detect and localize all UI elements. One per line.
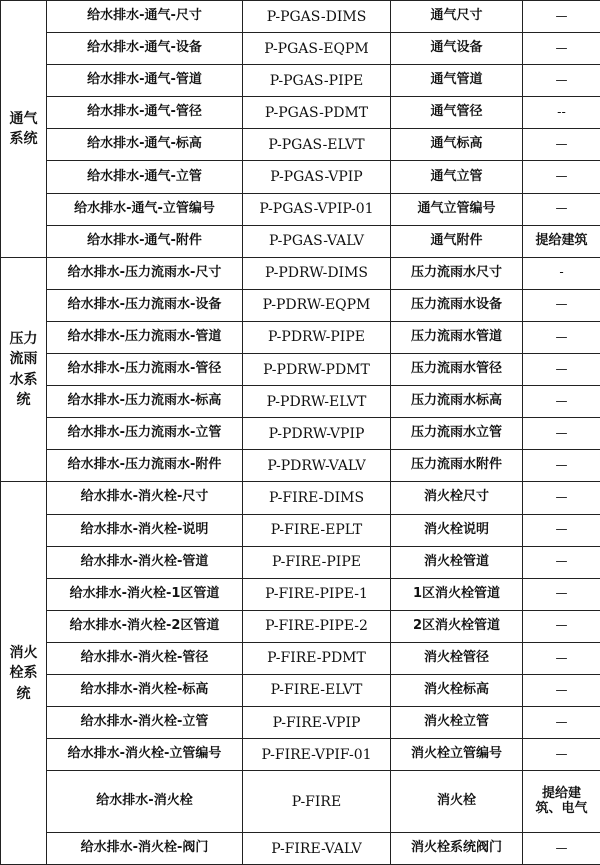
note-cell: — [523, 546, 600, 578]
layer-desc-cell: 压力流雨水标高 [391, 386, 523, 418]
note-cell: — [523, 739, 600, 771]
table-row [1, 771, 600, 833]
note-cell: — [523, 450, 600, 482]
layer-code-cell: P-FIRE-DIMS [243, 482, 391, 514]
layer-name-cell: 给水排水-压力流雨水-立管 [47, 418, 243, 450]
layer-code-cell: P-PGAS-PIPE [243, 65, 391, 97]
table-row [1, 161, 600, 193]
layer-desc-cell: 压力流雨水设备 [391, 289, 523, 321]
layer-code-cell: P-PGAS-VPIP-01 [243, 193, 391, 225]
group-name-line: 统 [9, 684, 38, 704]
table-row [1, 418, 600, 450]
table-row [1, 514, 600, 546]
layer-code-cell: P-PDRW-DIMS [243, 257, 391, 289]
note-cell: - [523, 257, 600, 289]
layer-code-cell: P-PGAS-PDMT [243, 97, 391, 129]
layer-code-cell: P-PDRW-ELVT [243, 386, 391, 418]
group-name-line: 通气 [9, 109, 38, 129]
layer-name-cell: 给水排水-通气-管道 [47, 65, 243, 97]
note-cell [523, 771, 600, 833]
group-name-line: 流雨 [9, 349, 38, 369]
layer-name-cell: 给水排水-消火栓 [47, 771, 243, 833]
layer-name-cell: 给水排水-压力流雨水-标高 [47, 386, 243, 418]
table-row [1, 674, 600, 706]
note-line: 筑、电气 [527, 802, 596, 817]
layer-desc-cell: 消火栓 [391, 771, 523, 833]
note-cell: 提给建筑 [523, 225, 600, 257]
group-name-line: 消火 [9, 643, 38, 663]
layer-code-cell: P-PDRW-PDMT [243, 354, 391, 386]
table-row [1, 482, 600, 514]
table-row [1, 833, 600, 865]
table-row [1, 193, 600, 225]
layer-desc-cell: 通气立管编号 [391, 193, 523, 225]
layer-name-cell: 给水排水-通气-附件 [47, 225, 243, 257]
layer-code-cell: P-PDRW-EQPM [243, 289, 391, 321]
table-row [1, 739, 600, 771]
layer-name-cell: 给水排水-通气-尺寸 [47, 1, 243, 33]
layer-desc-cell: 压力流雨水管径 [391, 354, 523, 386]
note-cell: — [523, 289, 600, 321]
layer-code-cell: P-FIRE-PIPE-2 [243, 610, 391, 642]
table-row [1, 33, 600, 65]
layer-desc-cell: 通气设备 [391, 33, 523, 65]
layer-desc-cell: 压力流雨水立管 [391, 418, 523, 450]
table-row [1, 65, 600, 97]
layer-code-cell: P-PGAS-EQPM [243, 33, 391, 65]
layer-code-cell: P-FIRE [243, 771, 391, 833]
group-name-line: 压力 [9, 329, 38, 349]
group-name-line: 水系 [9, 370, 38, 390]
table-row [1, 610, 600, 642]
table-row [1, 707, 600, 739]
table-body [1, 1, 600, 865]
layer-desc-cell: 消火栓管道 [391, 546, 523, 578]
layer-code-cell: P-FIRE-VPIP [243, 707, 391, 739]
table-row [1, 386, 600, 418]
layer-code-cell: P-FIRE-VALV [243, 833, 391, 865]
note-cell: — [523, 65, 600, 97]
layer-name-cell: 给水排水-压力流雨水-管道 [47, 321, 243, 353]
layer-code-cell: P-FIRE-PIPE [243, 546, 391, 578]
group-name-cell [1, 482, 47, 865]
note-cell: — [523, 833, 600, 865]
note-cell: -- [523, 97, 600, 129]
layer-name-cell: 给水排水-消火栓-管道 [47, 546, 243, 578]
note-cell: — [523, 707, 600, 739]
note-line: 提给建 [527, 787, 596, 802]
note-cell: — [523, 321, 600, 353]
table-row [1, 321, 600, 353]
layer-desc-cell: 通气尺寸 [391, 1, 523, 33]
note-cell: — [523, 514, 600, 546]
layer-name-cell: 给水排水-消火栓-2区管道 [47, 610, 243, 642]
layer-code-cell: P-FIRE-PDMT [243, 642, 391, 674]
layer-desc-cell: 消火栓说明 [391, 514, 523, 546]
note-cell: — [523, 610, 600, 642]
layer-code-cell: P-FIRE-VPIF-01 [243, 739, 391, 771]
layer-name-cell: 给水排水-压力流雨水-附件 [47, 450, 243, 482]
note-cell: — [523, 161, 600, 193]
layer-desc-cell: 通气标高 [391, 129, 523, 161]
layer-name-cell: 给水排水-消火栓-标高 [47, 674, 243, 706]
layer-desc-cell: 通气附件 [391, 225, 523, 257]
layer-desc-cell: 通气立管 [391, 161, 523, 193]
note-cell: — [523, 386, 600, 418]
layer-name-cell: 给水排水-消火栓-管径 [47, 642, 243, 674]
layer-desc-cell: 2区消火栓管道 [391, 610, 523, 642]
table-row [1, 450, 600, 482]
layer-desc-cell: 消火栓管径 [391, 642, 523, 674]
table-row [1, 578, 600, 610]
layer-name-cell: 给水排水-通气-标高 [47, 129, 243, 161]
group-name-cell [1, 1, 47, 258]
layer-code-cell: P-PDRW-VALV [243, 450, 391, 482]
layer-name-cell: 给水排水-消火栓-尺寸 [47, 482, 243, 514]
note-cell: — [523, 129, 600, 161]
layer-name-cell: 给水排水-压力流雨水-尺寸 [47, 257, 243, 289]
layer-desc-cell: 压力流雨水尺寸 [391, 257, 523, 289]
layer-desc-cell: 1区消火栓管道 [391, 578, 523, 610]
layer-desc-cell: 消火栓标高 [391, 674, 523, 706]
layer-code-cell: P-PGAS-VPIP [243, 161, 391, 193]
layer-code-cell: P-FIRE-ELVT [243, 674, 391, 706]
group-name-line: 栓系 [9, 663, 38, 683]
layer-name-cell: 给水排水-消火栓-1区管道 [47, 578, 243, 610]
layer-desc-cell: 消火栓系统阀门 [391, 833, 523, 865]
table-row [1, 1, 600, 33]
layer-name-cell: 给水排水-通气-立管编号 [47, 193, 243, 225]
layer-desc-cell: 压力流雨水附件 [391, 450, 523, 482]
note-cell: — [523, 1, 600, 33]
note-cell: — [523, 418, 600, 450]
note-cell: — [523, 33, 600, 65]
table-row [1, 642, 600, 674]
layer-desc-cell: 消火栓立管 [391, 707, 523, 739]
layer-code-cell: P-PGAS-ELVT [243, 129, 391, 161]
layer-name-cell: 给水排水-消火栓-立管编号 [47, 739, 243, 771]
note-cell: — [523, 674, 600, 706]
layer-name-cell: 给水排水-通气-管径 [47, 97, 243, 129]
table-row [1, 257, 600, 289]
group-name-line: 系统 [9, 129, 38, 149]
layer-name-cell: 给水排水-通气-立管 [47, 161, 243, 193]
group-name-line: 统 [9, 390, 38, 410]
layer-name-cell: 给水排水-通气-设备 [47, 33, 243, 65]
layer-name-cell: 给水排水-压力流雨水-管径 [47, 354, 243, 386]
note-cell: — [523, 482, 600, 514]
layer-desc-cell: 消火栓尺寸 [391, 482, 523, 514]
layer-code-cell: P-PGAS-DIMS [243, 1, 391, 33]
layer-code-cell: P-FIRE-EPLT [243, 514, 391, 546]
layer-code-cell: P-FIRE-PIPE-1 [243, 578, 391, 610]
layer-name-cell: 给水排水-消火栓-说明 [47, 514, 243, 546]
layer-desc-cell: 消火栓立管编号 [391, 739, 523, 771]
layer-code-cell: P-PDRW-VPIP [243, 418, 391, 450]
table-row [1, 354, 600, 386]
note-cell: — [523, 578, 600, 610]
layer-code-cell: P-PDRW-PIPE [243, 321, 391, 353]
layer-name-cell: 给水排水-消火栓-阀门 [47, 833, 243, 865]
table-row [1, 289, 600, 321]
table-row [1, 129, 600, 161]
layer-desc-cell: 通气管径 [391, 97, 523, 129]
note-cell: — [523, 193, 600, 225]
table-row [1, 546, 600, 578]
layer-name-cell: 给水排水-压力流雨水-设备 [47, 289, 243, 321]
layer-name-cell: 给水排水-消火栓-立管 [47, 707, 243, 739]
table-row [1, 225, 600, 257]
layer-code-cell: P-PGAS-VALV [243, 225, 391, 257]
note-cell: — [523, 642, 600, 674]
layer-desc-cell: 通气管道 [391, 65, 523, 97]
layer-desc-cell: 压力流雨水管道 [391, 321, 523, 353]
table-row [1, 97, 600, 129]
note-cell: — [523, 354, 600, 386]
group-name-cell [1, 257, 47, 482]
